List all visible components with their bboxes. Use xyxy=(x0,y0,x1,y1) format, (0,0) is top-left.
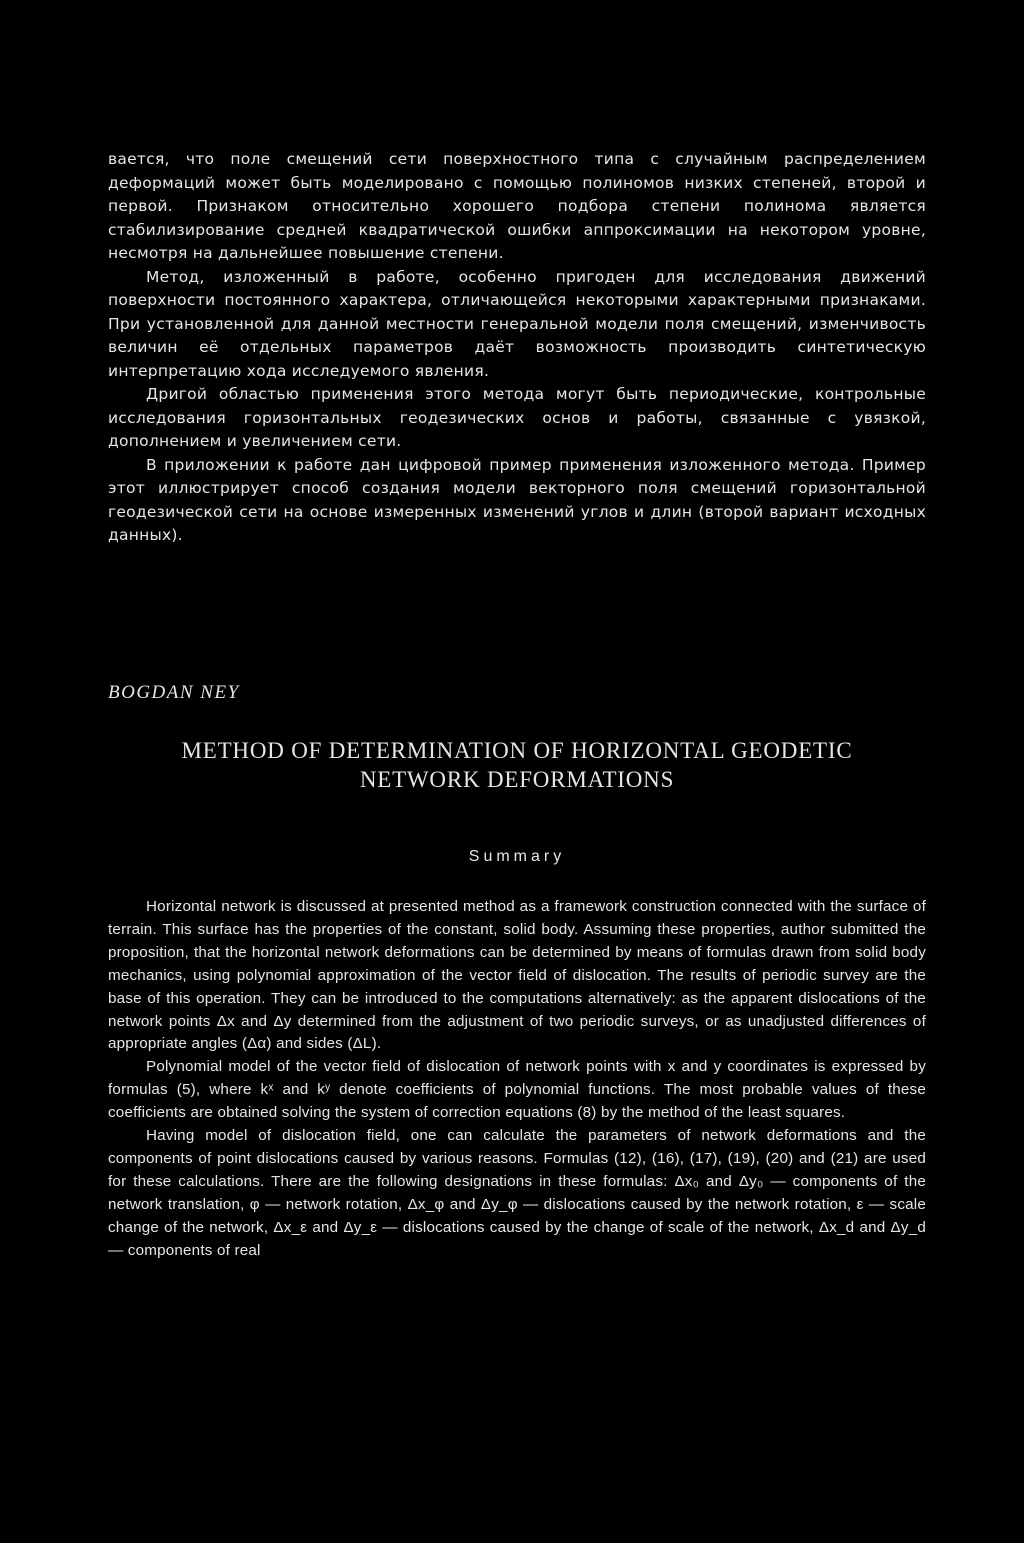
english-summary-block xyxy=(108,896,926,1263)
russian-text-block xyxy=(108,148,926,548)
document-page xyxy=(108,148,926,1259)
english-paragraph-3: Having model of dislocation field, one can calculate the parameters of network deformations and the components of point dislocations caused by various reasons. Formulas (12), (16), (17), (19), (20) and (21) are used for these calculations. There are the following designations in these formulas: Δx₀ and Δy₀ — components of the network translation, φ — network rotation, Δx_φ and Δy_φ — dislocations caused by the network rotation, ε — scale change of the network, Δx_ε and Δy_ε — dislocations caused by the change of scale of the network, Δx_d and Δy_d — components of real xyxy=(108,1127,926,1259)
russian-paragraph-2: Метод, изложенный в работе, особенно пригоден для исследования движений поверхности постоянного характера, отличающейся некоторыми характерными признаками. При установленной для данной местности генеральной модели поля смещений, изменчивость величин её отдельных параметров даёт возможность производить синтетическую интерпретацию хода исследуемого явления. xyxy=(108,267,926,380)
english-paragraph-1: Horizontal network is discussed at presented method as a framework construction connected with the surface of terrain. This surface has the properties of the constant, solid body. Assuming these properties, author submitted the proposition, that the horizontal network deformations can be determined by means of formulas drawn from solid body mechanics, using polynomial approximation of the vector field of dislocation. The results of periodic survey are the base of this operation. They can be introduced to the computations alternatively: as the apparent dislocations of the network points Δx and Δy determined from the adjustment of two periodic surveys, or as unadjusted differences of appropriate angles (Δα) and sides (ΔL). xyxy=(108,898,926,1053)
paper-title xyxy=(108,736,926,794)
paper-title-line-1: METHOD OF DETERMINATION OF HORIZONTAL GEODETIC xyxy=(181,738,853,763)
paper-title-line-2: NETWORK DEFORMATIONS xyxy=(359,767,675,792)
author-name: BOGDAN NEY xyxy=(108,682,240,703)
russian-paragraph-1: вается, что поле смещений сети поверхностного типа с случайным распределением деформаций может быть моделировано с помощью полиномов низких степеней, второй и первой. Признаком относительно хорошего подбора степени полинома является стабилизирование средней квадратической ошибки аппроксимации на некотором уровне, несмотря на дальнейшее повышение степени. xyxy=(108,150,926,262)
russian-paragraph-3: Дригой областью применения этого метода могут быть периодические, контрольные исследования горизонтальных геодезических основ и работы, связанные с увязкой, дополнением и увеличением сети. xyxy=(108,385,926,450)
summary-heading: Summary xyxy=(468,848,566,865)
russian-paragraph-4: В приложении к работе дан цифровой пример применения изложенного метода. Пример этот иллюстрирует способ создания модели векторного поля смещений горизонтальной геодезической сети на основе измеренных изменений углов и длин (второй вариант исходных данных). xyxy=(108,455,926,544)
english-paragraph-2: Polynomial model of the vector field of dislocation of network points with x and y coordinates is expressed by formulas (5), where kˣ and kʸ denote coefficients of polynomial functions. The most probable values of these coefficients are obtained solving the system of correction equations (8) by the method of the least squares. xyxy=(108,1058,926,1122)
